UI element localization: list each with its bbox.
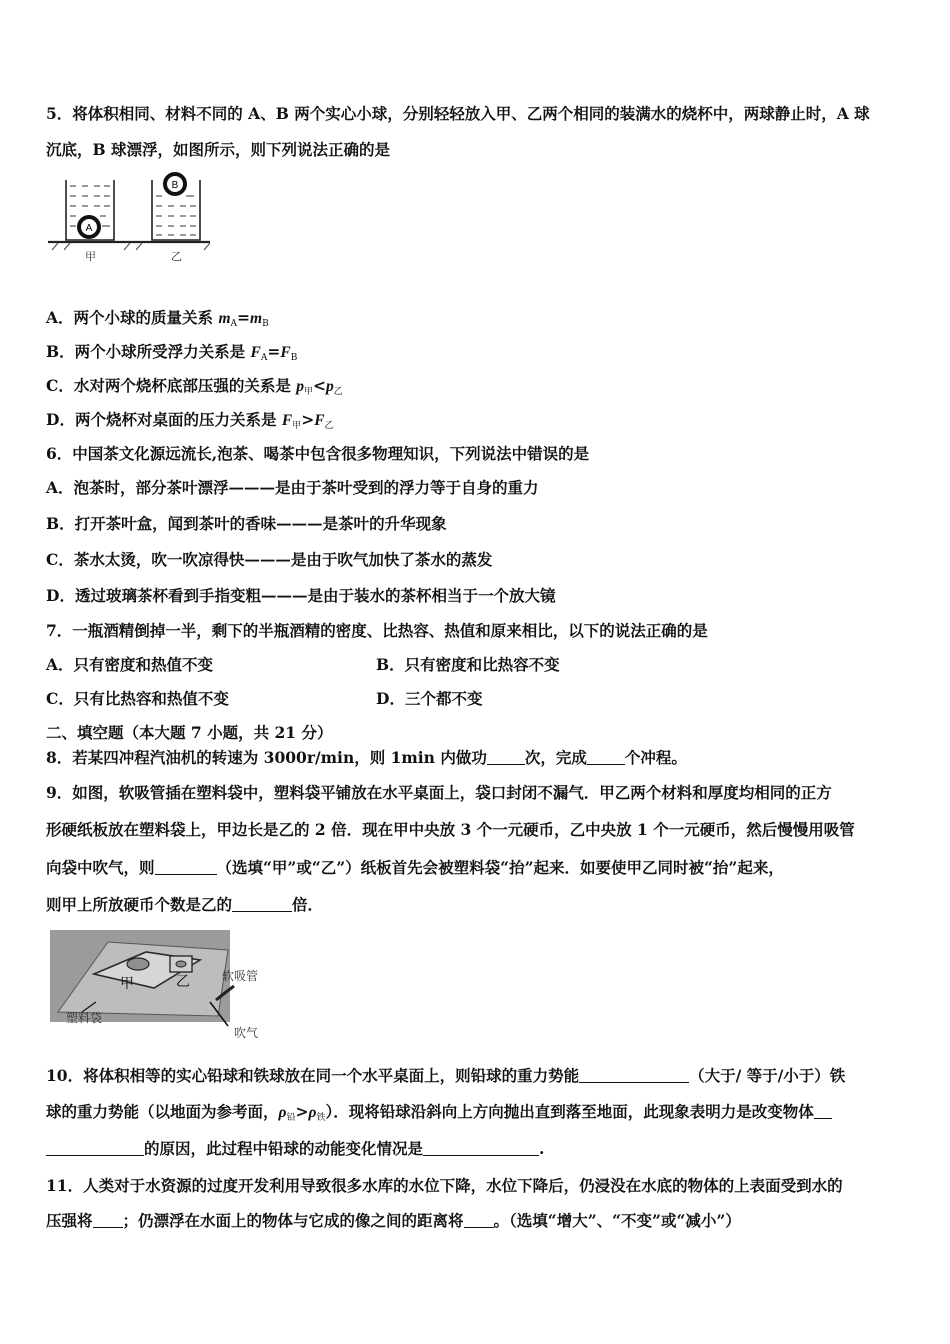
q5-option-a: A．两个小球的质量关系 $m_A=m_B$ xyxy=(46,308,269,329)
q9-stem-line2: 形硬纸板放在塑料袋上，甲边长是乙的 2 倍．现在甲中央放 3 个一元硬币，乙中央放 1 个一元硬币，然后慢慢用吸管 xyxy=(46,820,855,839)
ball-b-label: B xyxy=(171,180,179,191)
q11-blank-2[interactable] xyxy=(464,1213,494,1228)
coin-yi xyxy=(176,961,186,967)
q7-option-d: D．三个都不变 xyxy=(376,689,483,708)
q5-beakers-figure xyxy=(44,172,212,264)
q5-option-b: B．两个小球所受浮力关系是 $F_A=F_B$ xyxy=(46,342,298,363)
q11-line2: 压强将 ；仍漂浮在水面上的物体与它成的像之间的距离将 。（选填“增大”、“不变”或“减小”） xyxy=(46,1211,741,1230)
q6-stem: 6．中国茶文化源远流长,泡茶、喝茶中包含很多物理知识，下列说法中错误的是 xyxy=(46,444,590,463)
section-title-fill-blank: 二、填空题（本大题 7 小题，共 21 分） xyxy=(46,723,333,742)
coin-stack-jia xyxy=(127,958,149,970)
q9-stem-line3: 向袋中吹气，则 （选填“甲”或“乙”）纸板首先会被塑料袋“抬”起来．如要使甲乙同时被“抬”起来， xyxy=(46,858,784,877)
q10-blank-2a[interactable] xyxy=(814,1104,832,1119)
q10-line1: 10．将体积相等的实心铅球和铁球放在同一个水平桌面上，则铅球的重力势能 （大于/ 等于/小于）铁 xyxy=(46,1066,846,1085)
q10-line3: 的原因，此过程中铅球的动能变化情况是 . xyxy=(46,1139,544,1159)
q10-line2: 球的重力势能（以地面为参考面，$\rho_铅>\rho_铁$）．现将铅球沿斜向上方向抛出直到落至地面，此现象表明力是改变物体 xyxy=(46,1102,832,1128)
q9-blank-2[interactable] xyxy=(232,897,292,912)
label-jia: 甲 xyxy=(120,976,134,992)
q11-blank-1[interactable] xyxy=(93,1213,123,1228)
q10-blank-2b[interactable] xyxy=(46,1141,144,1156)
q5-option-c: C．水对两个烧杯底部压强的关系是 $p_甲<p_乙$ xyxy=(46,376,343,397)
q9-stem-line4: 则甲上所放硬币个数是乙的 倍． xyxy=(46,895,324,914)
q10-blank-3[interactable] xyxy=(423,1141,539,1156)
q8-blank-1[interactable] xyxy=(487,750,525,765)
q5-option-d: D．两个烧杯对桌面的压力关系是 $F_甲>F_乙$ xyxy=(46,410,334,431)
q6-option-a: A．泡茶时，部分茶叶漂浮———是由于茶叶受到的浮力等于自身的重力 xyxy=(46,478,539,497)
q5-stem-line1: 5．将体积相同、材料不同的 A、B 两个实心小球，分别轻轻放入甲、乙两个相同的装满水的烧杯中，两球静止时，A 球 xyxy=(46,104,870,123)
hatch-lines xyxy=(52,243,210,250)
q9-stem-line1: 9．如图，软吸管插在塑料袋中，塑料袋平铺放在水平桌面上，袋口封闭不漏气．甲乙两个材料和厚度均相同的正方 xyxy=(46,783,832,802)
q7-option-c: C．只有比热容和热值不变 xyxy=(46,689,229,708)
q7-stem: 7．一瓶酒精倒掉一半，剩下的半瓶酒精的密度、比热容、热值和原来相比，以下的说法正确的是 xyxy=(46,621,708,640)
q6-option-d: D．透过玻璃茶杯看到手指变粗———是由于装水的茶杯相当于一个放大镜 xyxy=(46,586,556,605)
label-straw: 软吸管 xyxy=(222,969,259,983)
beaker-label-yi: 乙 xyxy=(171,250,182,263)
q7-option-a: A．只有密度和热值不变 xyxy=(46,655,214,674)
ball-a-label: A xyxy=(85,223,93,234)
q6-option-c: C．茶水太烫，吹一吹凉得快———是由于吹气加快了茶水的蒸发 xyxy=(46,550,493,569)
q9-blank-1[interactable] xyxy=(155,860,217,875)
q6-option-b: B．打开茶叶盒，闻到茶叶的香味———是茶叶的升华现象 xyxy=(46,514,447,533)
beaker-label-jia: 甲 xyxy=(85,250,96,263)
label-blow: 吹气 xyxy=(234,1026,259,1040)
label-yi: 乙 xyxy=(176,974,190,990)
label-bag: 塑料袋 xyxy=(66,1011,103,1025)
q7-option-b: B．只有密度和比热容不变 xyxy=(376,655,560,674)
q5-stem-line2: 沉底，B 球漂浮，如图所示，则下列说法正确的是 xyxy=(46,140,390,159)
q10-blank-1[interactable] xyxy=(579,1068,689,1083)
q9-plastic-bag-figure xyxy=(50,930,270,1042)
q8-text: 8．若某四冲程汽油机的转速为 3000r/min，则 1min 内做功 次，完成 个冲程。 xyxy=(46,748,687,767)
q11-line1: 11．人类对于水资源的过度开发利用导致很多水库的水位下降，水位下降后，仍浸没在水底的物体的上表面受到水的 xyxy=(46,1176,843,1195)
q8-blank-2[interactable] xyxy=(587,750,625,765)
